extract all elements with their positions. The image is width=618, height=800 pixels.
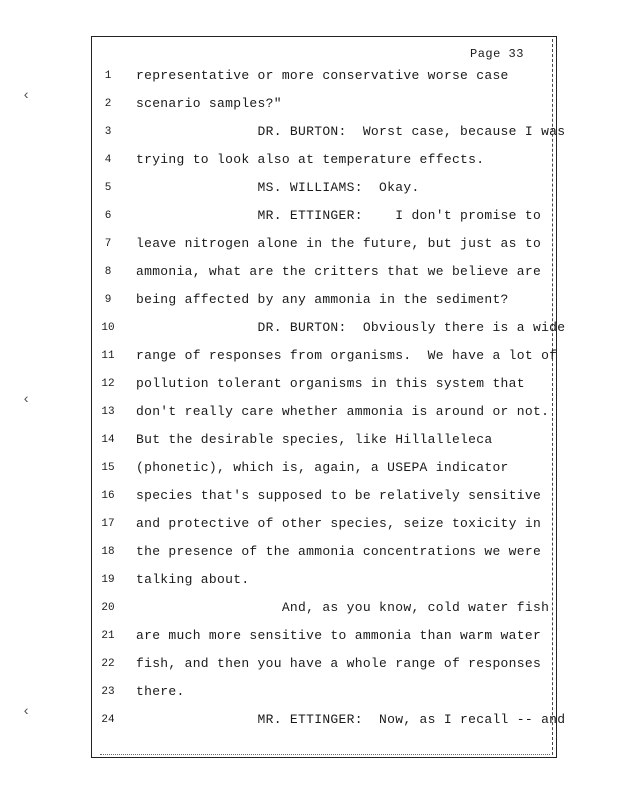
transcript-line: MS. WILLIAMS: Okay. [136, 180, 420, 195]
line-number: 19 [101, 574, 115, 586]
transcript-line: leave nitrogen alone in the future, but just as to [136, 236, 542, 251]
line-number: 7 [104, 238, 112, 250]
page-number: Page 33 [470, 47, 524, 61]
transcript-line: fish, and then you have a whole range of responses [136, 656, 542, 671]
transcript-line: talking about. [136, 572, 250, 587]
line-number: 12 [101, 378, 115, 390]
transcript-line: trying to look also at temperature effects. [136, 152, 485, 167]
transcript-line: scenario samples?" [136, 96, 282, 111]
transcript-line: there. [136, 684, 185, 699]
line-number: 11 [101, 350, 115, 362]
hole-punch-mark: ‹ [22, 88, 31, 104]
transcript-line: being affected by any ammonia in the sediment? [136, 292, 509, 307]
line-number: 2 [104, 98, 112, 110]
line-number: 13 [101, 406, 115, 418]
transcript-line: species that's supposed to be relatively sensitive [136, 488, 542, 503]
line-number: 8 [104, 266, 112, 278]
transcript-line: DR. BURTON: Obviously there is a wide [136, 320, 566, 335]
transcript-line: the presence of the ammonia concentrations we were [136, 544, 542, 559]
line-number: 18 [101, 546, 115, 558]
transcript-line: (phonetic), which is, again, a USEPA indicator [136, 460, 509, 475]
line-number: 9 [104, 294, 112, 306]
transcript-line: and protective of other species, seize toxicity in [136, 516, 542, 531]
line-number: 10 [101, 322, 115, 334]
line-number: 16 [101, 490, 115, 502]
line-number: 14 [101, 434, 115, 446]
transcript-line: ammonia, what are the critters that we believe are [136, 264, 542, 279]
transcript-line: MR. ETTINGER: I don't promise to [136, 208, 542, 223]
line-number: 3 [104, 126, 112, 138]
transcript-page-frame [91, 36, 557, 758]
transcript-line: representative or more conservative worse case [136, 68, 509, 83]
transcript-line: But the desirable species, like Hillalleleca [136, 432, 493, 447]
line-number: 17 [101, 518, 115, 530]
line-number: 22 [101, 658, 115, 670]
hole-punch-mark: ‹ [22, 704, 31, 720]
line-number: 15 [101, 462, 115, 474]
line-number: 5 [104, 182, 112, 194]
page-footer-rule [100, 754, 550, 755]
hole-punch-mark: ‹ [22, 392, 31, 408]
transcript-line: are much more sensitive to ammonia than warm water [136, 628, 542, 643]
line-number: 23 [101, 686, 115, 698]
transcript-line: pollution tolerant organisms in this system that [136, 376, 525, 391]
line-number: 20 [101, 602, 115, 614]
transcript-line: MR. ETTINGER: Now, as I recall -- and [136, 712, 566, 727]
transcript-line: And, as you know, cold water fish [136, 600, 550, 615]
line-number: 6 [104, 210, 112, 222]
line-number: 4 [104, 154, 112, 166]
transcript-line: DR. BURTON: Worst case, because I was [136, 124, 566, 139]
line-number: 1 [104, 70, 112, 82]
transcript-line: don't really care whether ammonia is around or not. [136, 404, 550, 419]
transcript-line: range of responses from organisms. We have a lot of [136, 348, 558, 363]
line-number: 21 [101, 630, 115, 642]
line-number: 24 [101, 714, 115, 726]
